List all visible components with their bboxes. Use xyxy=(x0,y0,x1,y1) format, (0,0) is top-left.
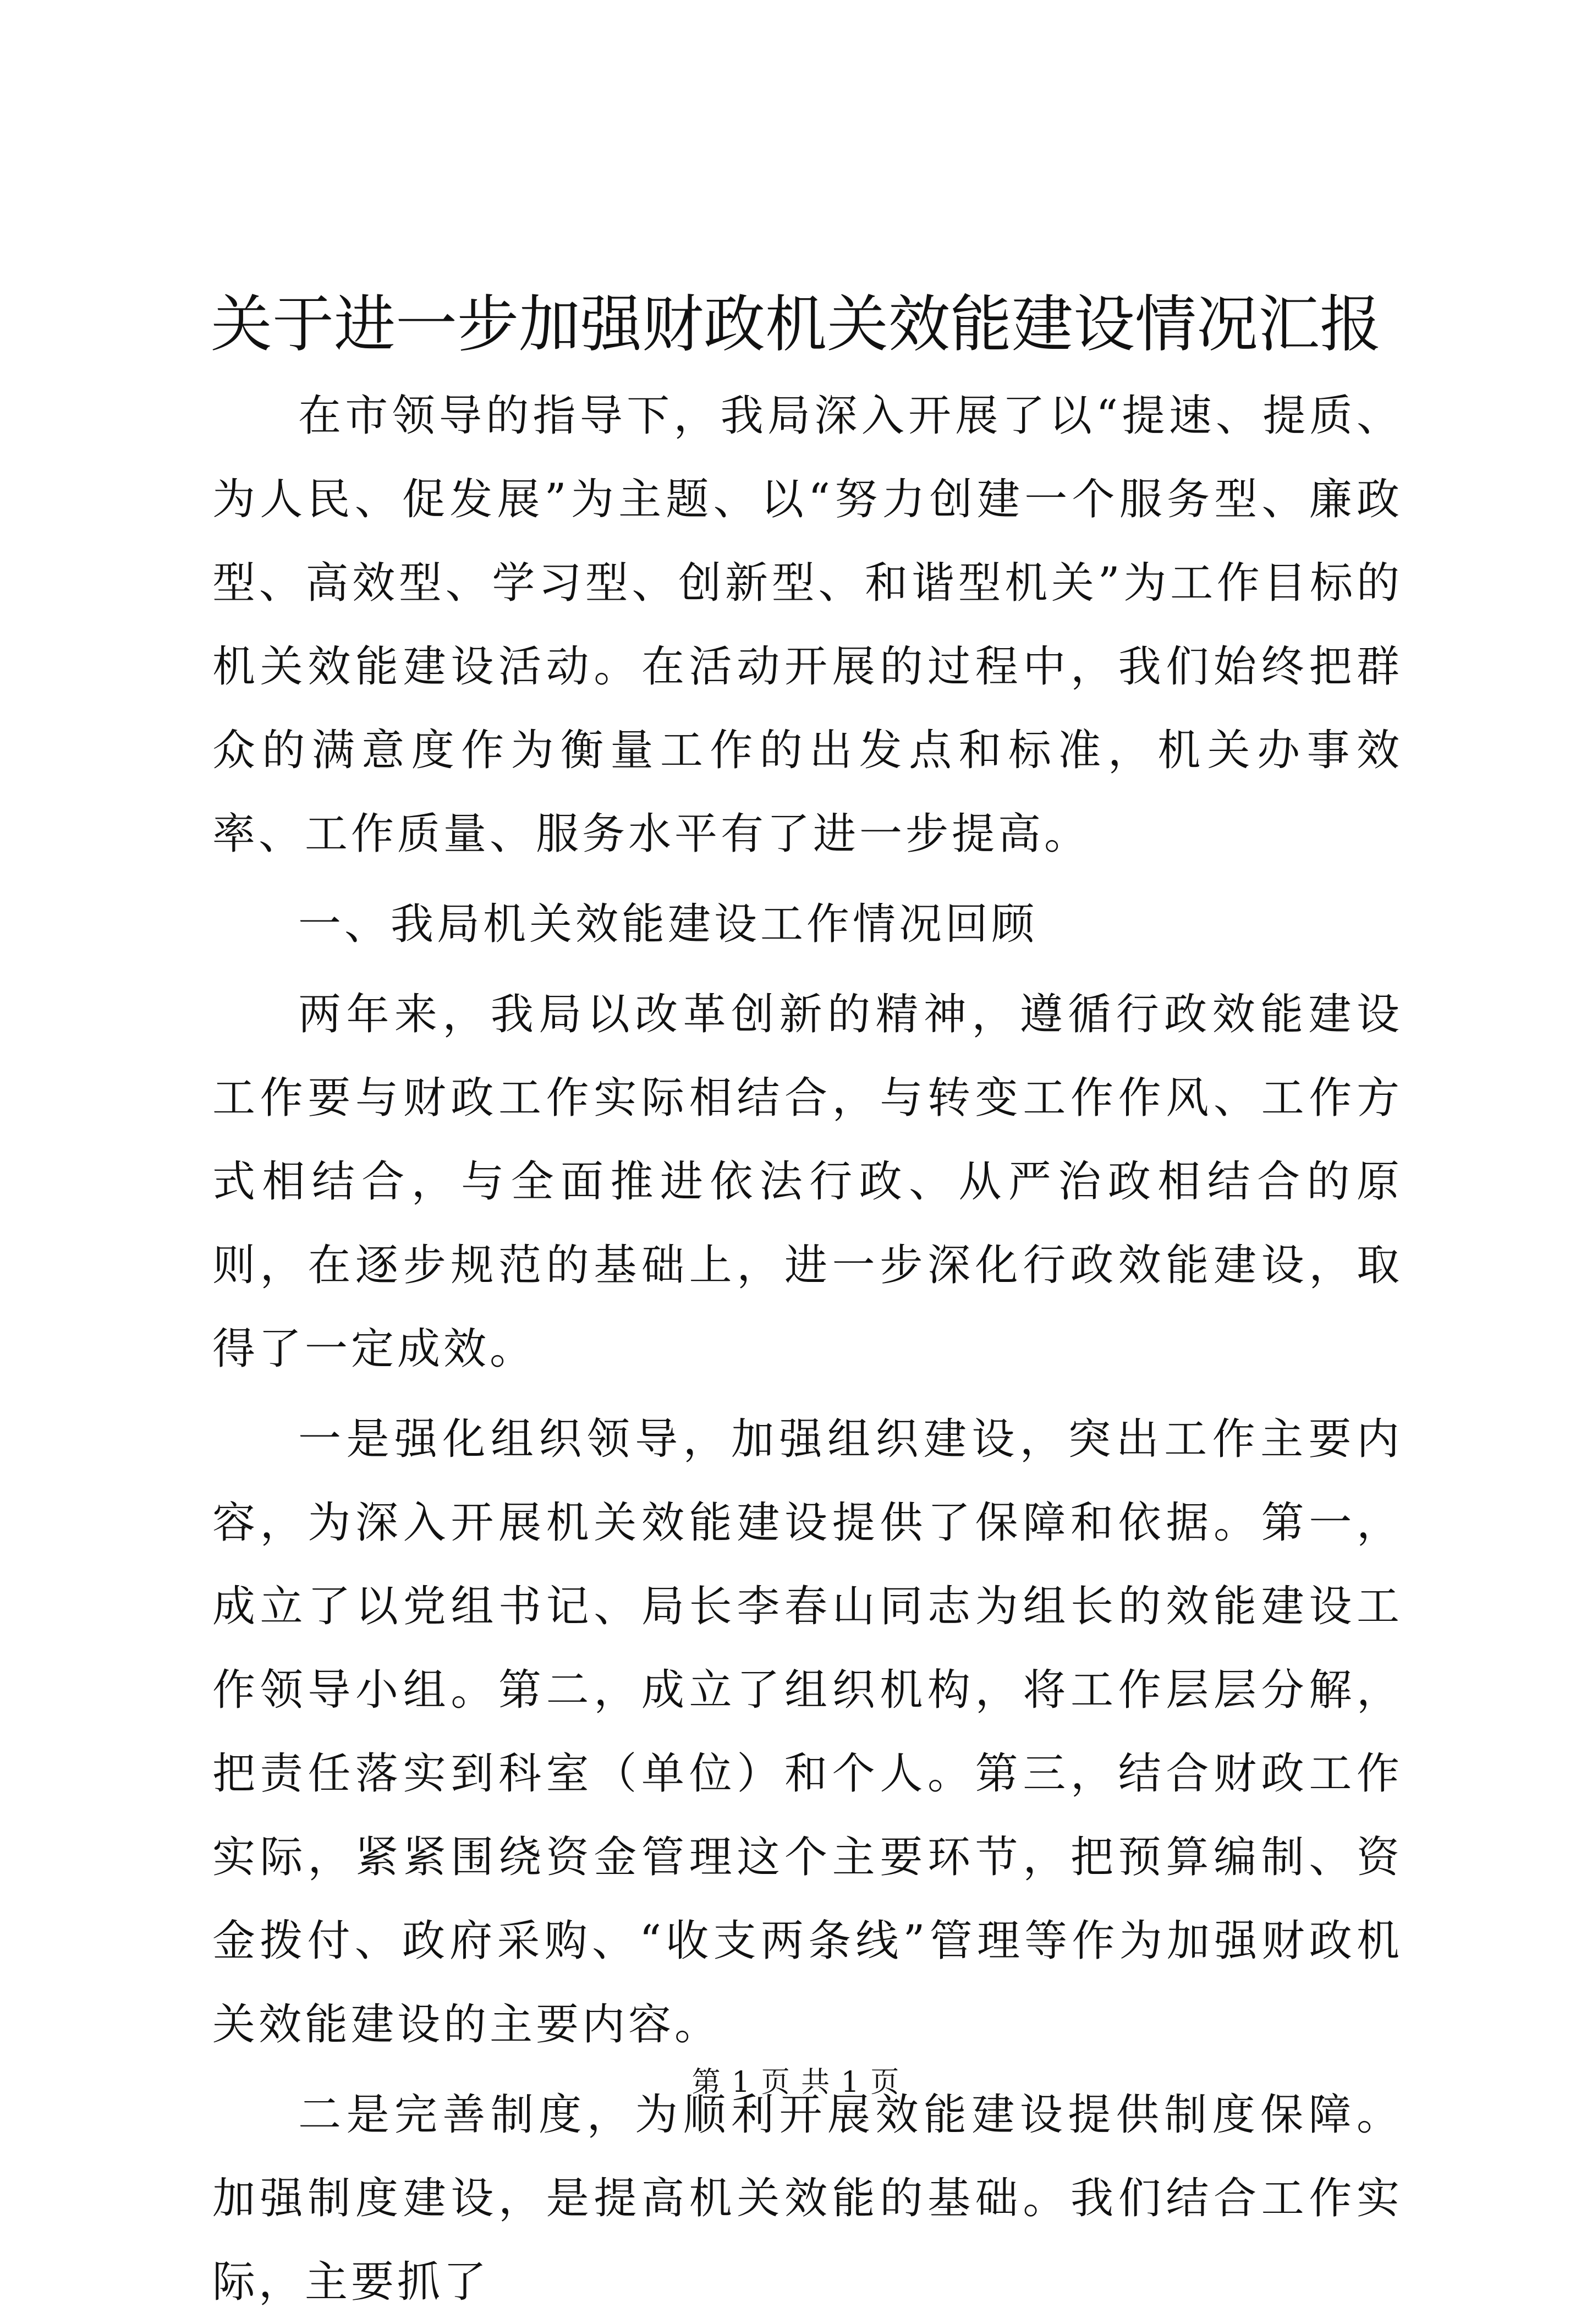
section-heading-review: 一、我局机关效能建设工作情况回顾 xyxy=(298,900,1038,949)
document-title: 关于进一步加强财政机关效能建设情况汇报 xyxy=(211,289,1381,360)
document-body xyxy=(212,374,1403,2324)
page-footer: 第 1 页 共 1 页 xyxy=(691,2066,901,2099)
paragraph-systems: 二是完善制度，为顺利开展效能建设提供制度保障。加强制度建设，是提高机关效能的基础。我们结合工作实际，主要抓了 xyxy=(212,2090,1403,2307)
paragraph-organization: 一是强化组织领导，加强组织建设，突出工作主要内容，为深入开展机关效能建设提供了保障和依据。第一，成立了以党组书记、局长李春山同志为组长的效能建设工作领导小组。第二，成立了组织机构，将工作层层分解，把责任落实到科室（单位）和个人。第三，结合财政工作实际，紧紧围绕资金管理这个主要环节，把预算编制、资金拨付、政府采购、“收支两条线”管理等作为加强财政机关效能建设的主要内容。 xyxy=(212,1415,1403,2049)
paragraph-two-years: 两年来，我局以改革创新的精神，遵循行政效能建设工作要与财政工作实际相结合，与转变工作作风、工作方式相结合，与全面推进依法行政、从严治政相结合的原则，在逐步规范的基础上，进一步深化行政效能建设，取得了一定成效。 xyxy=(212,990,1403,1374)
paragraph-intro: 在市领导的指导下，我局深入开展了以“提速、提质、为人民、促发展”为主题、以“努力创建一个服务型、廉政型、高效型、学习型、创新型、和谐型机关”为工作目标的机关效能建设活动。在活动开展的过程中，我们始终把群众的满意度作为衡量工作的出发点和标准，机关办事效率、工作质量、服务水平有了进一步提高。 xyxy=(212,391,1403,859)
